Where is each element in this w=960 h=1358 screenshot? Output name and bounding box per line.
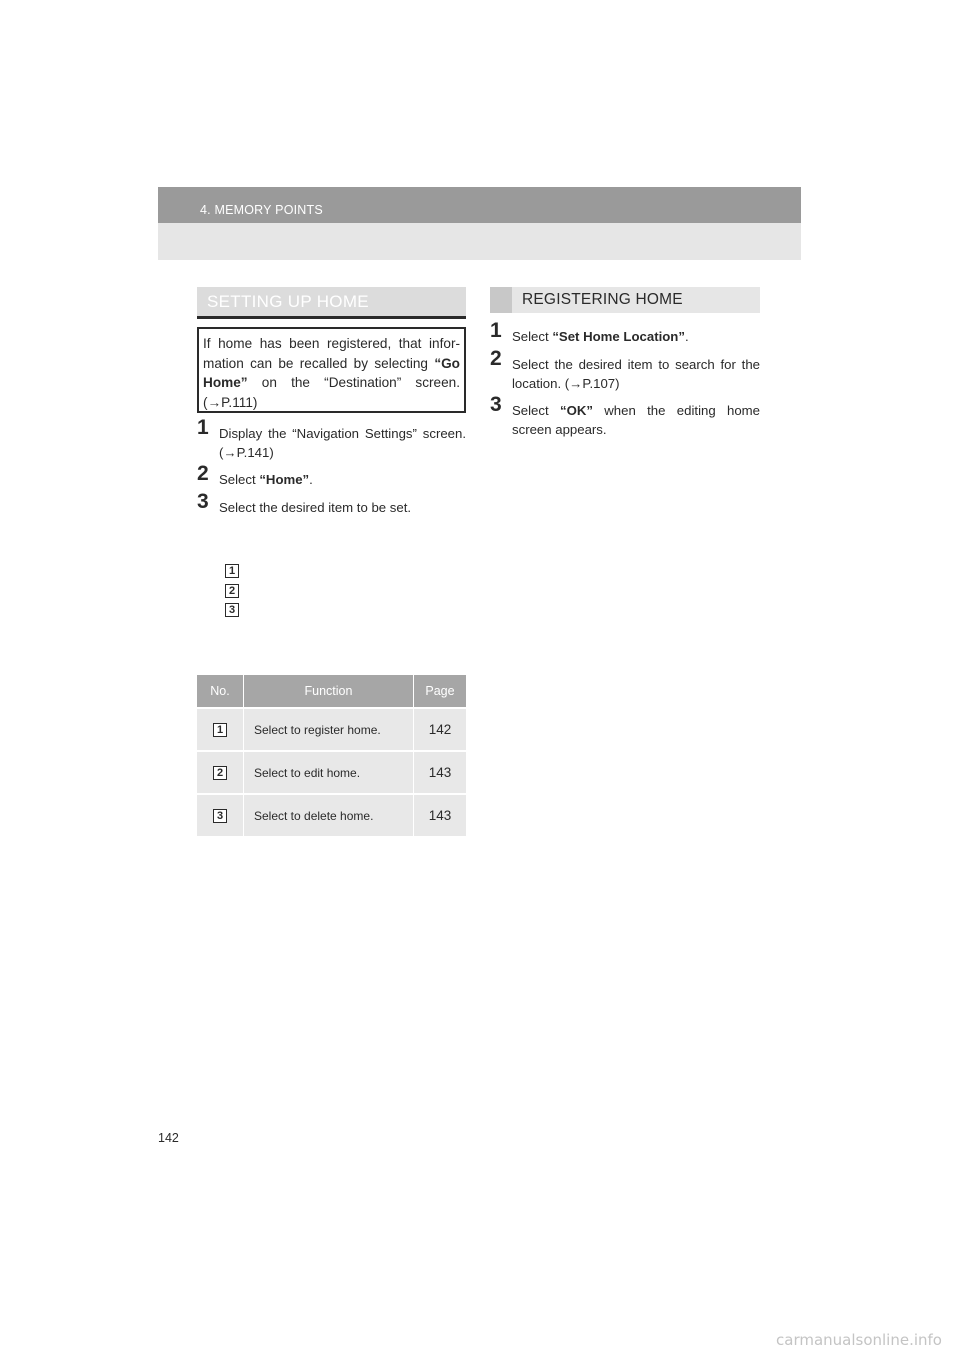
left-step-1 <box>197 416 466 462</box>
row-page: 142 <box>414 708 467 751</box>
step-post: when the editing home screen appears. <box>512 403 760 437</box>
setting-up-home-heading <box>197 287 466 319</box>
step-number: 1 <box>490 319 502 342</box>
step-text <box>490 401 760 439</box>
step-number: 2 <box>197 462 209 485</box>
function-table <box>197 675 466 836</box>
step-text: Select the desired item to search for the location. (→P.107) <box>512 357 760 391</box>
step-text: Select the desired item to be set. <box>219 500 412 515</box>
left-step-2 <box>197 462 466 489</box>
header-page: Page <box>414 675 467 708</box>
row-page: 143 <box>414 751 467 794</box>
page-number: 142 <box>158 1131 179 1145</box>
heading-text: SETTING UP HOME <box>207 292 369 311</box>
step-text: Display the “Navigation Settings” screen. (→P.141) <box>219 426 466 460</box>
step-post: . <box>309 472 313 487</box>
row-function: Select to register home. <box>244 708 414 751</box>
step-text <box>197 470 466 489</box>
step-pre: Select <box>219 472 260 487</box>
step-text <box>490 327 760 346</box>
watermark: carmanualsonline.info <box>776 1331 942 1349</box>
row-badge: 3 <box>213 809 227 823</box>
heading-accent-bar <box>490 287 512 313</box>
right-step-3 <box>490 393 760 439</box>
note-text-after: on the “Destination” screen. (→P.111) <box>203 375 460 410</box>
row-page: 143 <box>414 794 467 836</box>
step-pre: Select <box>512 403 560 418</box>
registering-home-heading <box>490 287 760 313</box>
callout-1: 1 <box>225 564 239 578</box>
step-number: 3 <box>490 393 502 416</box>
header-function: Function <box>244 675 414 708</box>
step-bold: “OK” <box>559 403 593 418</box>
info-note <box>197 327 466 413</box>
step-number: 1 <box>197 416 209 439</box>
row-badge: 2 <box>213 766 227 780</box>
header-bar <box>158 187 801 223</box>
step-bold: “Set Home Location” <box>552 329 685 344</box>
heading-text: REGISTERING HOME <box>522 291 683 308</box>
step-number: 2 <box>490 347 502 370</box>
table-row <box>197 794 466 836</box>
table-row <box>197 751 466 794</box>
step-post: . <box>684 329 689 344</box>
step-bold: “Home” <box>259 472 310 487</box>
header-band <box>158 223 801 260</box>
table-row <box>197 708 466 751</box>
note-text-before: If home has been registered, that infor-mation can be recalled by selecting <box>203 336 460 371</box>
left-step-3 <box>197 490 466 517</box>
header-no: No. <box>197 675 244 708</box>
callout-2: 2 <box>225 584 239 598</box>
step-pre: Select <box>512 329 553 344</box>
row-no <box>197 751 244 794</box>
row-badge: 1 <box>213 723 227 737</box>
row-no <box>197 794 244 836</box>
note-bold: “Go Home” <box>203 355 460 390</box>
row-no <box>197 708 244 751</box>
step-number: 3 <box>197 490 209 513</box>
right-step-2 <box>490 347 760 393</box>
right-step-1 <box>490 319 760 346</box>
row-function: Select to edit home. <box>244 751 414 794</box>
callout-3: 3 <box>225 603 239 617</box>
table-header-row <box>197 675 466 708</box>
section-title: 4. MEMORY POINTS <box>200 203 323 217</box>
row-function: Select to delete home. <box>244 794 414 836</box>
